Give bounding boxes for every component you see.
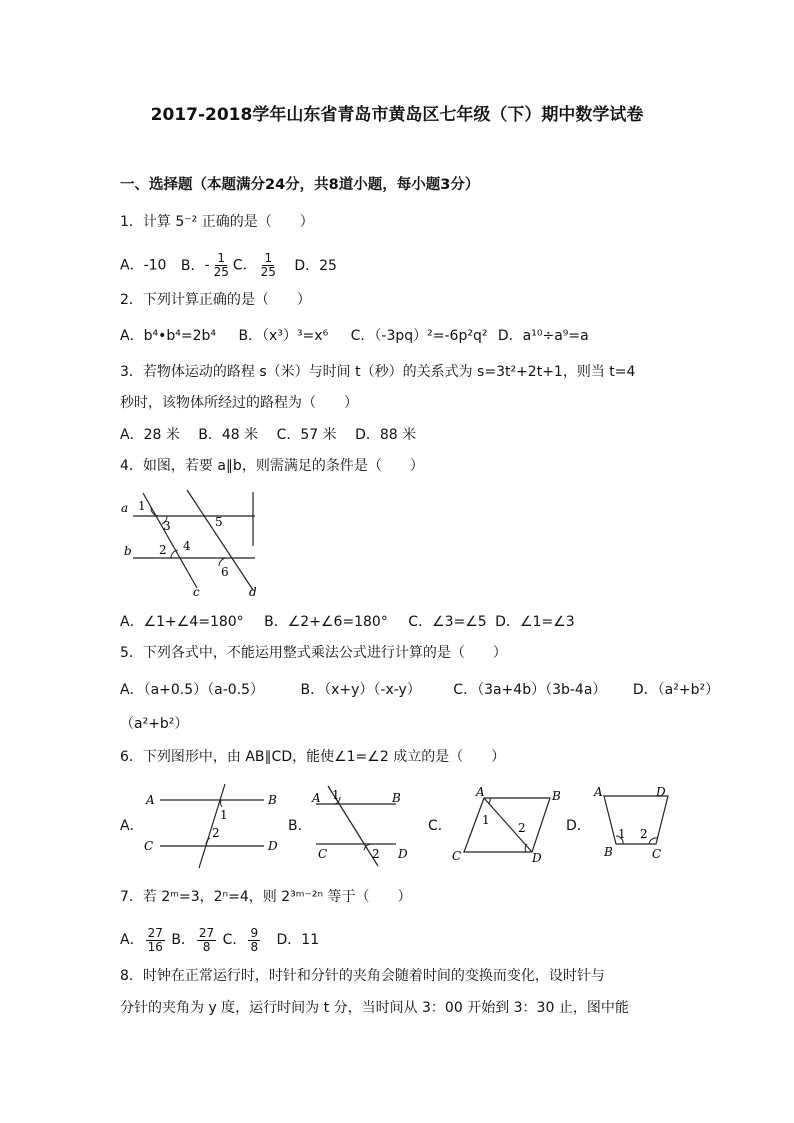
question-3-line1: 3．若物体运动的路程 s（米）与时间 t（秒）的关系式为 s=3t²+2t+1，则当 t=4 (120, 364, 636, 380)
q4-label-b: b (124, 544, 132, 558)
q6-figure-b (310, 780, 415, 870)
fraction-denominator: 8 (202, 939, 211, 954)
q6-option-a: A． (120, 818, 144, 834)
question-1-stem: 1．计算 5⁻² 正确的是（ ） (120, 214, 314, 230)
fig-label-D: D (398, 847, 408, 861)
fig-angle-2: 2 (640, 827, 648, 841)
question-4-options (120, 612, 575, 632)
fig-label-A: A (594, 785, 603, 799)
fig-label-A: A (476, 785, 485, 799)
q4-option-a: A．∠1+∠4=180° (120, 614, 244, 630)
fraction-numerator: 27 (147, 925, 163, 940)
fig-label-B: B (392, 791, 401, 805)
fraction-numerator: 1 (217, 251, 226, 265)
q7-option-a-prefix: A． (120, 932, 144, 948)
q1-option-b-fraction (212, 252, 231, 279)
fig-angle-2: 2 (372, 847, 380, 861)
fig-label-B: B (268, 793, 277, 807)
q4-label-d: d (249, 585, 257, 599)
fig-angle-1: 1 (482, 813, 490, 827)
fig-angle-1: 1 (332, 788, 340, 802)
page-title: 2017-2018学年山东省青岛市黄岛区七年级（下）期中数学试卷 (150, 105, 644, 125)
fig-label-B: B (604, 845, 613, 859)
q3-option-d: D．88 米 (355, 427, 417, 443)
q1-option-d: D．25 (294, 257, 337, 274)
q7-option-c-fraction (248, 927, 260, 954)
fig-angle-1: 1 (220, 808, 228, 822)
q4-option-c: C．∠3=∠5 (408, 614, 487, 630)
q3-option-a: A．28 米 (120, 427, 180, 443)
fig-angle-2: 2 (518, 821, 526, 835)
q4-angle-4: 4 (183, 539, 191, 553)
fraction-denominator: 8 (250, 939, 259, 954)
question-2-stem: 2．下列计算正确的是（ ） (120, 292, 311, 308)
question-8-line1: 8．时钟在正常运行时，时针和分针的夹角会随着时间的变换而变化，设时针与 (120, 968, 605, 984)
question-7-stem: 7．若 2ᵐ=3，2ⁿ=4，则 2³ᵐ⁻²ⁿ 等于（ ） (120, 889, 412, 905)
q7-option-d: D．11 (276, 932, 320, 948)
fraction-numerator: 1 (264, 251, 273, 265)
q4-angle-5: 5 (215, 515, 223, 529)
question-3-line2: 秒时，该物体所经过的路程为（ ） (120, 395, 358, 411)
q7-option-b-fraction (197, 927, 216, 954)
question-2-options (120, 326, 589, 346)
q3-option-c: C．57 米 (276, 427, 337, 443)
q7-option-a-fraction (146, 927, 165, 954)
question-3-options (120, 425, 416, 445)
q4-parallel-lines-figure (115, 488, 265, 600)
q5-option-c: C．（3a+4b）（3b-4a） (453, 682, 607, 698)
fig-label-C: C (452, 849, 462, 863)
fig-label-D: D (268, 839, 278, 853)
q7-option-b-prefix: B． (171, 932, 195, 948)
q2-option-a: A．b⁴•b⁴=2b⁴ (120, 328, 216, 344)
q4-angle-3: 3 (163, 519, 171, 533)
q2-option-c: C．（-3pq）²=-6p²q² (350, 328, 488, 344)
fraction-denominator: 25 (260, 265, 276, 279)
fig-label-D: D (532, 851, 542, 865)
q5-option-b: B．（x+y）（-x-y） (300, 682, 421, 698)
fig-label-C: C (318, 847, 328, 861)
q4-label-a: a (121, 501, 129, 515)
q5-option-d: D．（a²+b²） (632, 682, 720, 698)
q1-option-b-sign: - (204, 257, 210, 274)
q1-option-b-prefix: B． (180, 257, 205, 274)
fig-angle-2: 2 (212, 826, 220, 840)
q4-angle-6: 6 (221, 565, 229, 579)
question-4-stem: 4．如图，若要 a∥b，则需满足的条件是（ ） (120, 458, 424, 474)
fraction-numerator: 27 (198, 925, 215, 940)
fig-label-C: C (652, 847, 662, 861)
fraction-denominator: 25 (213, 265, 229, 279)
q1-option-a: A．-10 (120, 257, 167, 274)
question-8-line2: 分针的夹角为 y 度，运行时间为 t 分，当时间从 3：00 开始到 3：30 止，图中能 (120, 1000, 629, 1016)
q1-option-c-fraction (259, 252, 278, 279)
q6-option-c: C． (428, 818, 452, 834)
question-1-options (120, 252, 337, 279)
q1-option-c-prefix: C． (232, 257, 257, 274)
q6-figure-c (446, 780, 566, 870)
q6-option-b: B． (288, 818, 312, 834)
q3-option-b: B．48 米 (198, 427, 259, 443)
q5-option-a: A．（a+0.5）（a-0.5） (120, 682, 265, 698)
q7-option-c-prefix: C． (222, 932, 247, 948)
question-6-stem: 6．下列图形中，由 AB∥CD，能使∠1=∠2 成立的是（ ） (120, 749, 506, 765)
fig-label-D: D (656, 785, 666, 799)
question-7-options (120, 925, 319, 955)
q4-option-d: D．∠1=∠3 (495, 614, 575, 630)
fig-label-C: C (144, 839, 154, 853)
q4-label-c: c (193, 585, 200, 599)
q4-option-b: B．∠2+∠6=180° (264, 614, 388, 630)
section-heading: 一、选择题（本题满分24分，共8道小题，每小题3分） (120, 177, 480, 193)
fig-label-B: B (552, 789, 561, 803)
fig-label-A: A (146, 793, 155, 807)
q6-figure-d (590, 780, 680, 870)
fig-label-A: A (312, 791, 321, 805)
fig-angle-1: 1 (618, 827, 626, 841)
q4-angle-2: 2 (159, 543, 167, 557)
q5-option-d-continued: （a²+b²） (120, 716, 189, 732)
question-5-options (120, 680, 719, 700)
fraction-denominator: 16 (147, 939, 163, 954)
q4-angle-1: 1 (138, 499, 146, 513)
question-5-stem: 5．下列各式中，不能运用整式乘法公式进行计算的是（ ） (120, 645, 507, 661)
q2-option-d: D．a¹⁰÷a⁹=a (497, 328, 589, 344)
q6-option-d: D． (566, 818, 591, 834)
q2-option-b: B．（x³）³=x⁶ (238, 328, 329, 344)
q6-figure-a (142, 780, 290, 870)
fraction-numerator: 9 (250, 925, 259, 940)
